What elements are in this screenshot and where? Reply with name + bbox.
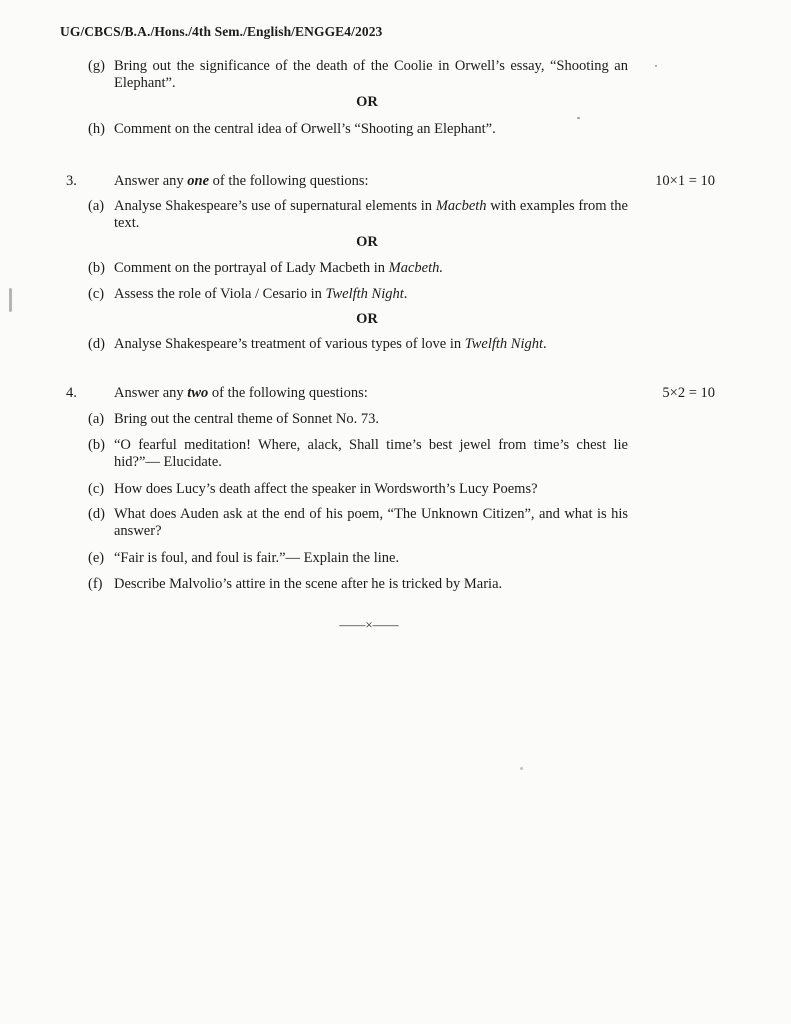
- question-4d: [88, 506, 628, 540]
- item-text: “Fair is foul, and foul is fair.”— Explain the line.: [114, 550, 400, 566]
- question-3-instruction: [114, 173, 369, 190]
- item-text: Comment on the portrayal of Lady Macbeth in Macbeth.: [114, 260, 443, 276]
- or-separator: OR: [356, 94, 378, 110]
- question-4e: [88, 550, 628, 567]
- instruction-emphasis: two: [187, 385, 209, 401]
- item-label: (c): [88, 286, 105, 302]
- question-4f: [88, 576, 628, 593]
- instruction-text: Answer any: [114, 173, 188, 189]
- question-4a: [88, 411, 628, 428]
- question-3a: [88, 198, 628, 232]
- item-label: (a): [88, 411, 105, 427]
- question-3b: [88, 260, 628, 277]
- question-3-marks: 10×1 = 10: [655, 173, 715, 189]
- item-text: Assess the role of Viola / Cesario in Twelfth Night.: [114, 286, 408, 302]
- instruction-text: of the following questions:: [208, 385, 368, 401]
- item-label: (e): [88, 550, 105, 566]
- item-label: (b): [88, 260, 105, 276]
- question-4-number: 4.: [66, 385, 77, 401]
- scan-speck: [520, 767, 523, 770]
- or-separator: OR: [356, 234, 378, 250]
- item-text: What does Auden ask at the end of his poem, “The Unknown Citizen”, and what is his answer?: [114, 506, 628, 539]
- item-text: Comment on the central idea of Orwell’s “Shooting an Elephant”.: [114, 121, 496, 137]
- question-2h: [88, 121, 628, 138]
- item-text: Describe Malvolio’s attire in the scene after he is tricked by Maria.: [114, 576, 503, 592]
- scan-speck: [9, 288, 12, 312]
- item-label: (d): [88, 336, 105, 352]
- question-4-instruction: [114, 385, 368, 402]
- item-text: Bring out the significance of the death of the Coolie in Orwell’s essay, “Shooting an Elephant”.: [114, 58, 628, 91]
- scan-speck: [577, 117, 580, 119]
- item-label: (g): [88, 58, 105, 74]
- item-label: (d): [88, 506, 105, 522]
- question-4-marks: 5×2 = 10: [662, 385, 715, 401]
- question-3-number: 3.: [66, 173, 77, 189]
- instruction-text: Answer any: [114, 385, 188, 401]
- or-separator: OR: [356, 311, 378, 327]
- instruction-text: of the following questions:: [209, 173, 369, 189]
- end-of-paper-mark: ——×——: [339, 617, 399, 632]
- question-4c: [88, 481, 628, 498]
- question-3d: [88, 336, 628, 353]
- item-text: Analyse Shakespeare’s treatment of various types of love in Twelfth Night.: [114, 336, 547, 352]
- item-label: (f): [88, 576, 103, 592]
- paper-code-header: UG/CBCS/B.A./Hons./4th Sem./English/ENGGE4/2023: [60, 24, 383, 39]
- item-text: Bring out the central theme of Sonnet No. 73.: [114, 411, 379, 427]
- scan-speck: [655, 65, 657, 67]
- question-2g: [88, 58, 628, 92]
- item-label: (c): [88, 481, 105, 497]
- question-4b: [88, 437, 628, 471]
- item-text: How does Lucy’s death affect the speaker in Wordsworth’s Lucy Poems?: [114, 481, 538, 497]
- question-3c: [88, 286, 628, 303]
- item-text: “O fearful meditation! Where, alack, Shall time’s best jewel from time’s chest lie hid?”— Elucidate.: [114, 437, 628, 470]
- item-text: Analyse Shakespeare’s use of supernatural elements in Macbeth with examples from the text.: [114, 198, 628, 231]
- item-label: (a): [88, 198, 105, 214]
- item-label: (b): [88, 437, 105, 453]
- item-label: (h): [88, 121, 105, 137]
- instruction-emphasis: one: [187, 173, 210, 189]
